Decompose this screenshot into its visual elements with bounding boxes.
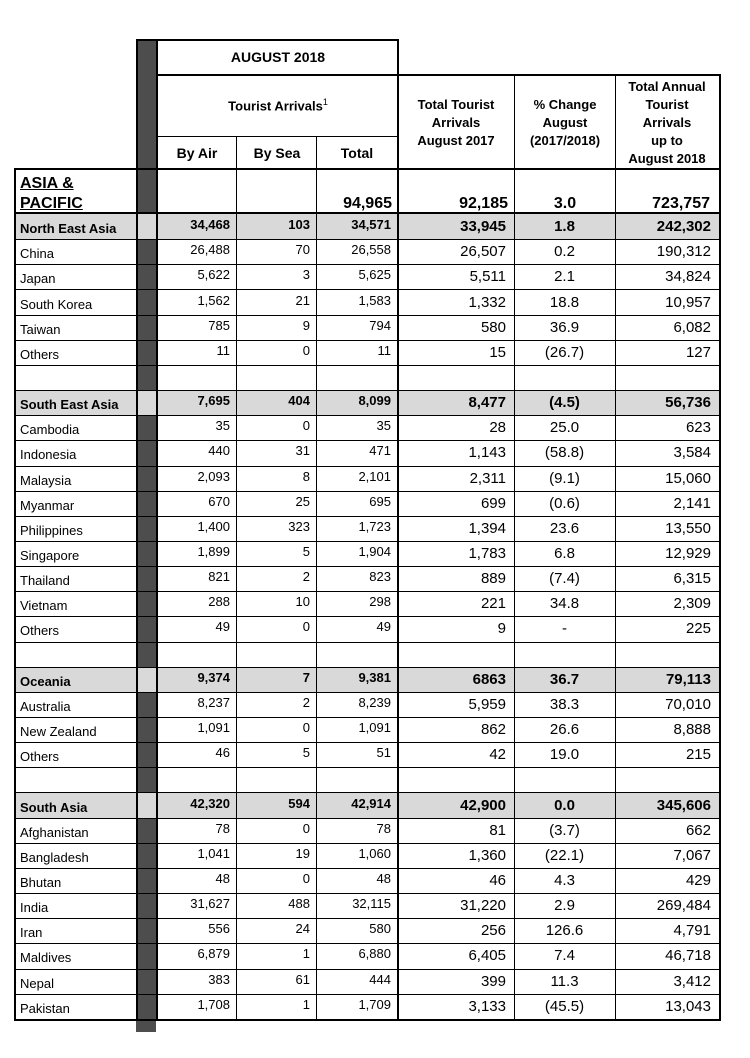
row-name: India — [20, 900, 49, 916]
row-name: China — [20, 246, 54, 262]
cell-by-air: 49 — [215, 619, 230, 635]
row-name: Taiwan — [20, 321, 61, 337]
cell-annual: 2,141 — [673, 494, 711, 512]
cell-by-sea: 5 — [302, 544, 310, 560]
annual-header — [616, 78, 718, 168]
cell-total: 1,904 — [358, 544, 391, 560]
annual-header-l4: up to — [651, 133, 683, 148]
row-name: Malaysia — [20, 472, 72, 488]
region-total: 94,965 — [343, 195, 392, 212]
pct-change-header-l3: (2017/2018) — [529, 133, 601, 148]
cell-by-air: 6,879 — [197, 946, 230, 962]
cell-by-air: 7,695 — [197, 393, 230, 409]
cell-annual: 623 — [685, 419, 711, 437]
cell-total: 49 — [376, 619, 391, 635]
cell-total: 11 — [377, 342, 391, 358]
cell-total: 298 — [369, 594, 391, 610]
cell-by-air: 440 — [208, 443, 230, 459]
total-2017-header-l3: August 2017 — [417, 133, 495, 148]
cell-aug2017: 1,332 — [468, 293, 506, 311]
row-name: Thailand — [20, 573, 70, 589]
cell-annual: 12,929 — [665, 545, 711, 563]
cell-by-air: 670 — [208, 493, 230, 509]
cell-aug2017: 6,405 — [468, 947, 506, 965]
cell-annual: 215 — [685, 746, 711, 764]
cell-aug2017: 699 — [480, 494, 506, 512]
cell-pct-change: (22.1) — [544, 846, 585, 864]
cell-by-air: 9,374 — [197, 669, 230, 685]
cell-total: 35 — [376, 418, 391, 434]
cell-aug2017: 2,311 — [469, 469, 506, 487]
cell-aug2017: 399 — [480, 972, 506, 990]
cell-total: 5,625 — [358, 267, 391, 283]
cell-total: 580 — [369, 921, 391, 937]
cell-total: 78 — [376, 820, 391, 836]
total-2017-header-l2: Arrivals — [431, 115, 481, 130]
cell-by-sea: 594 — [288, 795, 310, 811]
cell-aug2017: 5,959 — [468, 695, 506, 713]
cell-by-air: 8,237 — [197, 694, 230, 710]
cell-by-air: 42,320 — [190, 795, 230, 811]
cell-total: 1,091 — [358, 720, 391, 736]
cell-pct-change: (3.7) — [549, 821, 580, 839]
cell-by-sea: 1 — [302, 946, 310, 962]
cell-total: 48 — [376, 870, 391, 886]
cell-annual: 79,113 — [665, 670, 711, 688]
cell-aug2017: 580 — [480, 318, 506, 336]
col-2017-pct-border — [514, 74, 515, 1019]
cell-aug2017: 3,133 — [468, 997, 506, 1015]
row-name: Afghanistan — [20, 824, 89, 840]
cell-by-sea: 25 — [295, 493, 310, 509]
region-name — [20, 174, 83, 214]
header-subcol-line — [156, 136, 398, 137]
cell-pct-change: 19.0 — [549, 746, 580, 764]
region-name-l1: ASIA & — [20, 175, 74, 192]
table-left-border — [14, 168, 16, 1021]
cell-by-air: 288 — [208, 594, 230, 610]
cell-annual: 10,957 — [665, 293, 711, 311]
cell-total: 42,914 — [351, 795, 391, 811]
cell-pct-change: 0.2 — [554, 243, 575, 261]
cell-total: 1,709 — [358, 996, 391, 1012]
cell-by-sea: 103 — [288, 217, 310, 233]
cell-total: 34,571 — [351, 217, 391, 233]
cell-pct-change: - — [562, 620, 567, 638]
cell-by-air: 31,627 — [190, 896, 230, 912]
cell-by-air: 1,562 — [197, 292, 230, 308]
cell-total: 695 — [369, 493, 391, 509]
cell-by-air: 821 — [208, 569, 230, 585]
cell-pct-change: 0.0 — [554, 796, 575, 814]
row-name: North East Asia — [20, 221, 117, 237]
cell-pct-change: 25.0 — [549, 419, 580, 437]
cell-by-sea: 24 — [295, 921, 310, 937]
cell-total: 8,239 — [358, 694, 391, 710]
cell-annual: 6,082 — [673, 318, 711, 336]
cell-annual: 8,888 — [673, 721, 711, 739]
row-name: Maldives — [20, 950, 72, 966]
cell-total: 32,115 — [352, 896, 391, 912]
cell-annual: 662 — [685, 821, 711, 839]
row-name: South Korea — [20, 296, 93, 312]
cell-annual: 4,791 — [673, 922, 711, 940]
cell-pct-change: (26.7) — [544, 343, 585, 361]
cell-total: 794 — [369, 317, 391, 333]
cell-by-sea: 0 — [302, 720, 310, 736]
total-header: Total — [340, 145, 374, 161]
cell-annual: 7,067 — [673, 846, 711, 864]
cell-pct-change: 7.4 — [554, 947, 575, 965]
cell-aug2017: 26,507 — [460, 243, 506, 261]
cell-pct-change: 1.8 — [554, 218, 575, 236]
annual-header-l1: Total Annual — [628, 79, 706, 94]
region-aug2017: 92,185 — [459, 195, 508, 212]
cell-aug2017: 42 — [489, 746, 506, 764]
cell-aug2017: 8,477 — [468, 394, 506, 412]
cell-by-sea: 0 — [302, 619, 310, 635]
header-month-underline — [156, 74, 720, 76]
cell-pct-change: 4.3 — [554, 871, 575, 889]
cell-annual: 225 — [685, 620, 711, 638]
month-header: AUGUST 2018 — [230, 49, 326, 65]
cell-total: 26,558 — [351, 242, 391, 258]
by-air-header: By Air — [176, 145, 218, 161]
tourist-arrivals-header — [158, 98, 398, 112]
row-name: Others — [20, 346, 60, 362]
pct-change-header — [516, 96, 614, 150]
cell-total: 1,583 — [358, 292, 391, 308]
col-sea-total-border — [316, 136, 317, 1019]
cell-by-air: 1,091 — [197, 720, 230, 736]
cell-by-sea: 70 — [295, 242, 310, 258]
cell-total: 6,880 — [358, 946, 391, 962]
cell-pct-change: 6.8 — [554, 545, 575, 563]
cell-aug2017: 1,394 — [468, 519, 506, 537]
cell-aug2017: 256 — [480, 922, 506, 940]
pct-change-header-l1: % Change — [533, 97, 597, 112]
cell-by-air: 1,708 — [197, 996, 230, 1012]
cell-by-air: 1,041 — [197, 845, 230, 861]
cell-aug2017: 9 — [497, 620, 506, 638]
cell-by-air: 11 — [216, 342, 230, 358]
cell-annual: 15,060 — [665, 469, 711, 487]
tourist-arrivals-label: Tourist Arrivals — [228, 98, 323, 114]
total-2017-header — [398, 96, 514, 150]
cell-by-air: 2,093 — [197, 468, 230, 484]
region-name-l2: PACIFIC — [20, 195, 83, 212]
cell-by-sea: 7 — [302, 669, 310, 685]
cell-pct-change: 126.6 — [545, 922, 584, 940]
cell-pct-change: 2.9 — [554, 897, 575, 915]
cell-annual: 3,584 — [673, 444, 711, 462]
cell-total: 1,060 — [358, 845, 391, 861]
cell-by-air: 556 — [208, 921, 230, 937]
cell-annual: 269,484 — [656, 897, 711, 915]
cell-by-air: 34,468 — [190, 217, 230, 233]
cell-pct-change: 23.6 — [549, 519, 580, 537]
cell-by-air: 78 — [215, 820, 230, 836]
cell-by-sea: 31 — [295, 443, 310, 459]
cell-annual: 56,736 — [665, 394, 711, 412]
cell-by-sea: 2 — [302, 569, 310, 585]
cell-by-sea: 0 — [302, 870, 310, 886]
cell-annual: 3,412 — [673, 972, 711, 990]
row-name: Vietnam — [20, 598, 68, 614]
cell-annual: 242,302 — [656, 218, 711, 236]
cell-by-air: 46 — [215, 745, 230, 761]
row-name: Bangladesh — [20, 849, 89, 865]
cell-annual: 345,606 — [656, 796, 711, 814]
cell-total: 51 — [376, 745, 391, 761]
row-name: Japan — [20, 271, 56, 287]
row-name: Cambodia — [20, 422, 80, 438]
cell-aug2017: 42,900 — [460, 796, 506, 814]
cell-by-sea: 19 — [295, 845, 310, 861]
col-air-sea-border — [236, 136, 237, 1019]
cell-by-sea: 323 — [288, 518, 310, 534]
cell-by-air: 35 — [215, 418, 230, 434]
region-annual: 723,757 — [652, 195, 710, 212]
cell-annual: 6,315 — [673, 570, 711, 588]
cell-by-sea: 21 — [295, 292, 310, 308]
row-name: South East Asia — [20, 397, 119, 413]
cell-total: 823 — [369, 569, 391, 585]
cell-by-sea: 404 — [288, 393, 310, 409]
cell-pct-change: 26.6 — [549, 721, 580, 739]
cell-pct-change: (9.1) — [549, 469, 580, 487]
cell-annual: 429 — [685, 871, 711, 889]
cell-pct-change: (0.6) — [549, 494, 580, 512]
table-bottom-border — [14, 1019, 720, 1021]
cell-aug2017: 46 — [489, 871, 506, 889]
cell-aug2017: 1,360 — [468, 846, 506, 864]
col-total-2017-border — [397, 39, 399, 1021]
cell-by-air: 26,488 — [190, 242, 230, 258]
annual-header-l2: Tourist — [645, 97, 689, 112]
row-name: Nepal — [20, 975, 54, 991]
cell-annual: 34,824 — [665, 268, 711, 286]
cell-total: 1,723 — [358, 518, 391, 534]
dark-strip-right-border — [156, 39, 158, 1021]
cell-annual: 13,550 — [665, 519, 711, 537]
cell-pct-change: 36.9 — [549, 318, 580, 336]
row-name: Myanmar — [20, 497, 75, 513]
cell-pct-change: 38.3 — [549, 695, 580, 713]
cell-by-sea: 0 — [302, 342, 310, 358]
row-name: Philippines — [20, 522, 83, 538]
by-sea-header: By Sea — [253, 145, 301, 161]
cell-aug2017: 33,945 — [460, 218, 506, 236]
row-name: Australia — [20, 698, 71, 714]
cell-aug2017: 81 — [489, 821, 506, 839]
annual-header-l3: Arrivals — [642, 115, 692, 130]
col-pct-annual-border — [615, 74, 616, 1019]
cell-annual: 46,718 — [665, 947, 711, 965]
cell-by-sea: 9 — [302, 317, 310, 333]
cell-by-sea: 8 — [302, 468, 310, 484]
pct-change-header-l2: August — [542, 115, 588, 130]
cell-aug2017: 1,783 — [468, 545, 506, 563]
cell-by-air: 5,622 — [197, 267, 230, 283]
cell-aug2017: 5,511 — [469, 268, 506, 286]
cell-by-sea: 2 — [302, 694, 310, 710]
dark-column-strip — [136, 40, 156, 1032]
header-top-border — [136, 39, 398, 41]
row-name: Iran — [20, 925, 43, 941]
cell-total: 444 — [369, 971, 391, 987]
cell-aug2017: 889 — [480, 570, 506, 588]
cell-by-sea: 1 — [302, 996, 310, 1012]
cell-by-air: 785 — [208, 317, 230, 333]
cell-aug2017: 31,220 — [460, 897, 506, 915]
row-name: Indonesia — [20, 447, 77, 463]
cell-pct-change: 18.8 — [549, 293, 580, 311]
cell-by-air: 1,400 — [197, 518, 230, 534]
cell-pct-change: 36.7 — [549, 670, 580, 688]
cell-by-sea: 0 — [302, 820, 310, 836]
row-name: Pakistan — [20, 1000, 70, 1016]
cell-by-air: 48 — [215, 870, 230, 886]
cell-aug2017: 15 — [489, 343, 506, 361]
cell-aug2017: 6863 — [472, 670, 506, 688]
dark-strip-left-border — [136, 39, 138, 1021]
cell-total: 8,099 — [358, 393, 391, 409]
cell-by-sea: 3 — [302, 267, 310, 283]
cell-by-air: 1,899 — [197, 544, 230, 560]
row-name: Others — [20, 749, 60, 765]
total-2017-header-l1: Total Tourist — [417, 97, 495, 112]
annual-header-l5: August 2018 — [628, 151, 706, 166]
cell-by-sea: 0 — [302, 418, 310, 434]
cell-pct-change: 2.1 — [554, 268, 575, 286]
row-name: Bhutan — [20, 874, 62, 890]
cell-by-sea: 5 — [302, 745, 310, 761]
cell-pct-change: (7.4) — [549, 570, 580, 588]
cell-pct-change: 34.8 — [549, 595, 580, 613]
row-name: Singapore — [20, 548, 80, 564]
cell-aug2017: 1,143 — [468, 444, 506, 462]
cell-aug2017: 28 — [489, 419, 506, 437]
cell-pct-change: (58.8) — [544, 444, 585, 462]
footnote-marker: 1 — [322, 97, 328, 107]
cell-total: 9,381 — [358, 669, 391, 685]
row-name: South Asia — [20, 799, 88, 815]
cell-by-sea: 488 — [288, 896, 310, 912]
cell-by-sea: 10 — [295, 594, 310, 610]
cell-pct-change: 11.3 — [550, 972, 579, 990]
row-name: Others — [20, 623, 60, 639]
row-name: New Zealand — [20, 724, 97, 740]
cell-total: 471 — [369, 443, 391, 459]
cell-pct-change: (45.5) — [544, 997, 585, 1015]
cell-total: 2,101 — [358, 468, 391, 484]
table-right-border — [719, 74, 721, 1021]
cell-aug2017: 221 — [480, 595, 506, 613]
cell-annual: 13,043 — [665, 997, 711, 1015]
cell-annual: 190,312 — [656, 243, 711, 261]
cell-annual: 127 — [685, 343, 711, 361]
row-name: Oceania — [20, 673, 71, 689]
cell-annual: 70,010 — [665, 695, 711, 713]
cell-pct-change: (4.5) — [549, 394, 580, 412]
region-change: 3.0 — [553, 195, 577, 212]
cell-aug2017: 862 — [480, 721, 506, 739]
cell-by-air: 383 — [208, 971, 230, 987]
cell-by-sea: 61 — [295, 971, 310, 987]
cell-annual: 2,309 — [673, 595, 711, 613]
